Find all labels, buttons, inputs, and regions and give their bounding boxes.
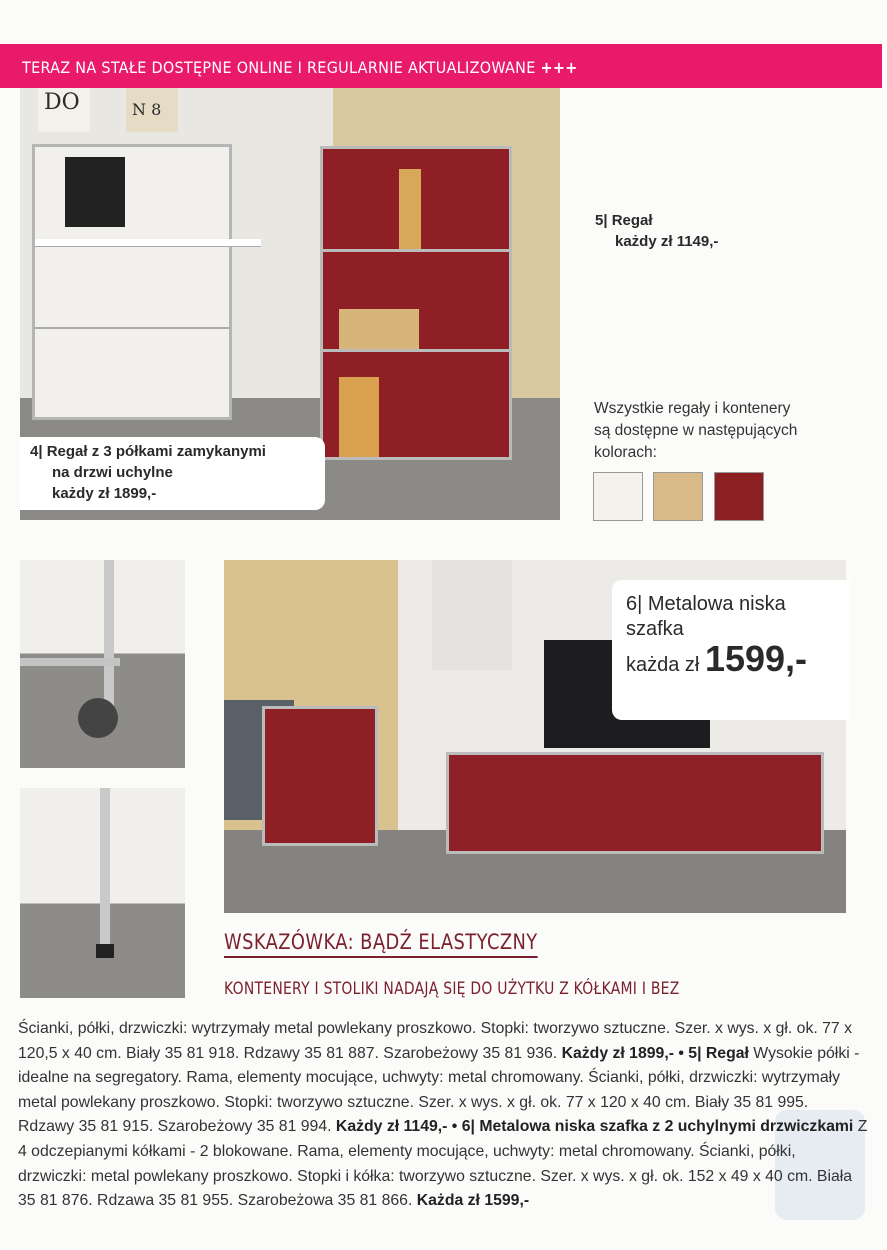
- promo-banner: [0, 44, 882, 88]
- desc-text-2: Wysokie półki - idealne na segregatory. Rama, elementy mocujące, uchwyty: metal chromowany. Ścianki, półki, drzwiczki: wytrzymały metal powlekany proszkowo. Stopki: tworzywo sztuczne. Szer. x wys. x gł. ok. 77 x 120 x 40 cm. Biały 35 81 995. Rdzawy 35 81 915. Szarobeżowy 35 81 994.: [18, 1044, 860, 1136]
- caption6-subtitle: szafka: [626, 618, 684, 640]
- caption4-subtitle: na drzwi uchylne: [52, 464, 173, 481]
- swatch-beige: [653, 472, 703, 521]
- white-cabinet: [32, 144, 232, 420]
- desc-bold-1: Każdy zł 1899,- • 5| Regał: [561, 1044, 749, 1062]
- colors-text-2: są dostępne w następujących: [594, 422, 798, 439]
- photo-foot-detail: [20, 788, 185, 998]
- colors-note: [594, 398, 797, 464]
- desc-bold-2: Każdy zł 1149,- • 6| Metalowa niska szafka z 2 uchylnymi drzwiczkami: [335, 1118, 854, 1136]
- banner-plus: +++: [540, 58, 578, 77]
- colors-text-1: Wszystkie regały i kontenery: [594, 400, 791, 417]
- tip-heading: WSKAZÓWKA: BĄDŹ ELASTYCZNY: [224, 930, 538, 958]
- caption4-price: każdy zł 1899,-: [52, 485, 157, 502]
- caption-item-4: [20, 437, 325, 510]
- desc-text-3: Z 4 odczepianymi kółkami - 2 blokowane. Rama, elementy mocujące, uchwyty: metal chromowany. Ścianki, półki, drzwiczki: metal powlekany proszkowo. Stopki i kółka: tworzywo sztuczne. Szer. x wys. x gł. ok. 152 x 49 x 40 cm. Biała 35 81 876. Rdzawa 35 81 955. Szarobeżowa 35 81 866.: [18, 1118, 868, 1210]
- desc-bold-3: Każda zł 1599,-: [416, 1192, 530, 1210]
- desc-text-1: Ścianki, półki, drzwiczki: wytrzymały metal powlekany proszkowo. Stopki: tworzywo sztuczne. Szer. x wys. x gł. ok. 77 x 120,5 x 40 cm. Biały 35 81 918. Rdzawy 35 81 887. Szarobeżowy 35 81 936.: [18, 1020, 852, 1062]
- caption5-title: 5| Regał: [595, 212, 653, 229]
- caption6-price-prefix: każda zł: [626, 654, 700, 676]
- caption6-price: 1599,-: [704, 638, 808, 679]
- swatch-white: [593, 472, 643, 521]
- colors-text-3: kolorach:: [594, 444, 657, 461]
- photo-wheel-detail: [20, 560, 185, 768]
- caption4-title: 4| Regał z 3 półkami zamykanymi: [30, 443, 266, 460]
- tip-subheading: KONTENERY I STOLIKI NADAJĄ SIĘ DO UŻYTKU Z KÓŁKAMI I BEZ: [224, 979, 680, 999]
- caption6-title: 6| Metalowa niska: [626, 593, 786, 615]
- caption5-price: każdy zł 1149,-: [615, 233, 719, 250]
- caption-item-5: [595, 210, 718, 252]
- caption-item-6: [612, 580, 850, 720]
- sign-do: DO: [38, 88, 90, 132]
- banner-text: TERAZ NA STAŁE DOSTĘPNE ONLINE I REGULARNIE AKTUALIZOWANE: [22, 58, 536, 77]
- red-shelf: [320, 146, 512, 460]
- swatch-rust: [714, 472, 764, 521]
- product-description: [18, 1017, 868, 1214]
- sign-n8: N 8: [126, 88, 178, 132]
